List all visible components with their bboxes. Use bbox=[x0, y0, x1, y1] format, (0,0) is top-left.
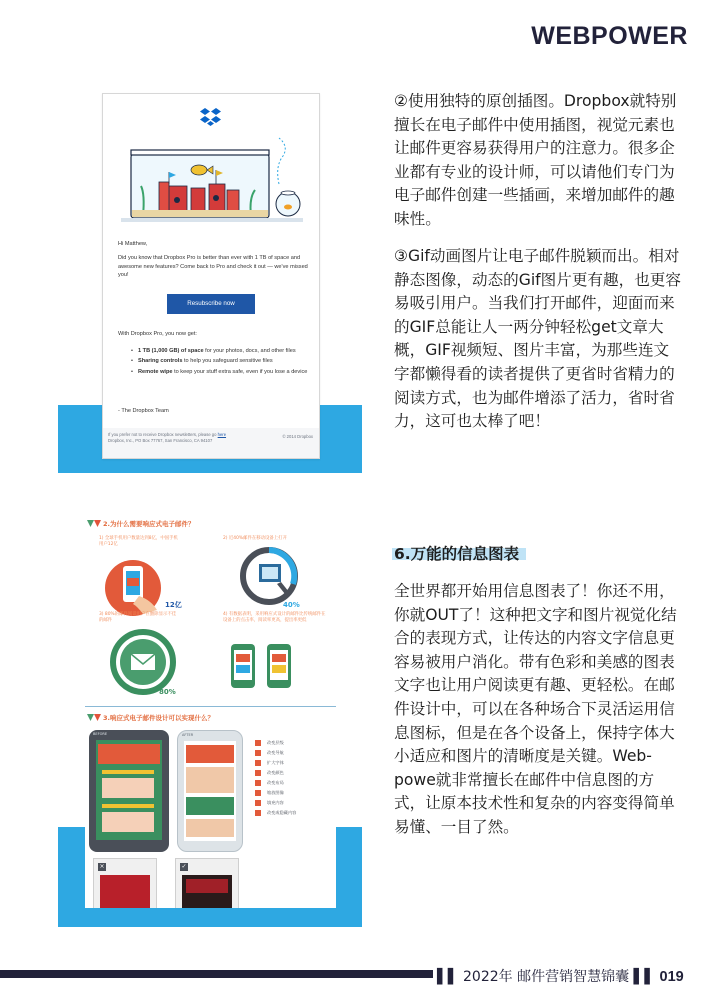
email-mockup-figure bbox=[102, 93, 320, 459]
envelope-graphic bbox=[103, 628, 183, 708]
email-signoff: - The Dropbox Team bbox=[118, 408, 169, 414]
list-item: • Sharing controls to help you safeguard sensitive files bbox=[131, 358, 273, 365]
email-greeting: Hi Matthew, bbox=[118, 241, 148, 247]
email-intro: Did you know that Dropbox Pro is better than ever with 1 TB of space and awesome new features? Come back to Pro and check it out — we've missed you! bbox=[118, 255, 308, 279]
preview-thumbnail: ✓ bbox=[175, 858, 239, 908]
footer-bars: ▌▌ bbox=[437, 969, 459, 985]
infographic-note-2: 2) 近40%邮件在移动设备上打开 bbox=[223, 536, 287, 541]
infographic-note-1: 1) 全球手机用户数量达到8亿，中国手机用户12亿 bbox=[99, 536, 178, 547]
section-title: 6.万能的信息图表 bbox=[394, 545, 520, 563]
dropbox-illustration bbox=[103, 94, 321, 234]
list-item: 改变或隐藏内容 bbox=[255, 808, 335, 818]
list-item: 改变布局 bbox=[255, 778, 335, 788]
list-item: • Remote wipe to keep your stuff extra safe, even if you lose a device bbox=[131, 368, 308, 375]
footer-title: 2022年 邮件营销智慧锦囊 bbox=[463, 969, 630, 985]
responsive-feature-list bbox=[255, 738, 335, 818]
unsubscribe-link[interactable]: here bbox=[217, 432, 227, 437]
footer-bars: ▌▌ bbox=[633, 969, 656, 985]
paragraph-infographics: 全世界都开始用信息图表了！你还不用，你就OUT了！这种把文字和图片视觉化结合的表现方式，让传达的内容文字信息更容易被用户消化。带有色彩和美感的图表文字也让用户阅读更有趣、更轻松。在邮件设计中，可以在各种场合下灵活运用信息图标，但是在各个设备上，保持字体大小适应和图片的清晰度是关键。Web-powe就非常擅长在邮件中信息图的方式，让原本技术性和复杂的内容变得简单易懂、一目了然。 bbox=[394, 582, 677, 836]
triangle-icon bbox=[87, 714, 101, 722]
infographic-title-2: 3.响应式电子邮件设计可以实现什么？ bbox=[103, 714, 214, 722]
stat-poor-display-delete: 80% bbox=[159, 688, 176, 696]
infographic-note-4: 4) 有数据表明，采用响应式设计的邮件比传统邮件在设备上的点击率，阅读率更高，提出率更低 bbox=[223, 612, 326, 623]
preview-thumbnail: × bbox=[93, 858, 157, 908]
triangle-icon bbox=[87, 520, 101, 528]
list-item: 填充内容 bbox=[255, 798, 335, 808]
list-item: 扩大字体 bbox=[255, 758, 335, 768]
list-item: 改变颜色 bbox=[255, 768, 335, 778]
resubscribe-button[interactable]: Resubscribe now bbox=[167, 294, 255, 314]
stat-phone-users: 12亿 bbox=[165, 601, 182, 609]
list-item: 改变导航 bbox=[255, 748, 335, 758]
footer-rule bbox=[0, 970, 433, 978]
email-footer-text: If you prefer not to receive Dropbox newsletters, please go here Dropbox, Inc., PO Box 77767, San Francisco, CA 94107 bbox=[108, 432, 227, 443]
paragraph-illustrations: ②使用独特的原创插图。Dropbox就特别擅长在电子邮件中使用插图，视觉元素也让邮件更容易获得用户的注意力。很多企业都有专业的设计师，可以请他们专门为电子邮件创建一些插画，来增加邮件的趣味性。 bbox=[394, 92, 677, 228]
list-item: • 1 TB (1,000 GB) of space for your photos, docs, and other files bbox=[131, 348, 296, 354]
before-label: BEFORE bbox=[93, 732, 108, 736]
email-copyright: © 2014 Dropbox bbox=[282, 434, 313, 439]
list-item: 改变层级 bbox=[255, 738, 335, 748]
after-label: AFTER bbox=[182, 733, 194, 737]
infographic-title-1: 2.为什么需要响应式电子邮件？ bbox=[103, 520, 195, 528]
responsive-phones-graphic bbox=[225, 640, 305, 700]
page-number: 019 bbox=[659, 969, 684, 985]
infographic-figure bbox=[85, 508, 336, 908]
email-benefit-list bbox=[131, 347, 313, 376]
brand-logo: WEBPOWER bbox=[531, 22, 688, 50]
dropbox-logo-icon bbox=[200, 108, 221, 126]
list-item: 缩放图像 bbox=[255, 788, 335, 798]
before-phone bbox=[89, 730, 169, 852]
paragraph-gif: ③Gif动画图片让电子邮件脱颖而出。相对静态图像，动态的Gif图片更有趣，也更容易吸引用户。当我们打开邮件，迎面而来的GIF总能让人一两分钟轻松get文章大概，GIF视频短、图片丰富，为那些连文字都懒得看的读者提供了更省时省精力的阅读方式，也为邮件增添了活力，省时省力，这可也太棒了吧！ bbox=[394, 247, 681, 431]
page-footer bbox=[437, 966, 684, 986]
after-phone bbox=[177, 730, 243, 852]
infographic-note-3: 3) 80%的邮件阅读用户在删除显示不佳的邮件 bbox=[99, 612, 177, 623]
stat-mobile-open: 40% bbox=[283, 601, 300, 609]
email-list-intro: With Dropbox Pro, you now get: bbox=[118, 331, 197, 337]
